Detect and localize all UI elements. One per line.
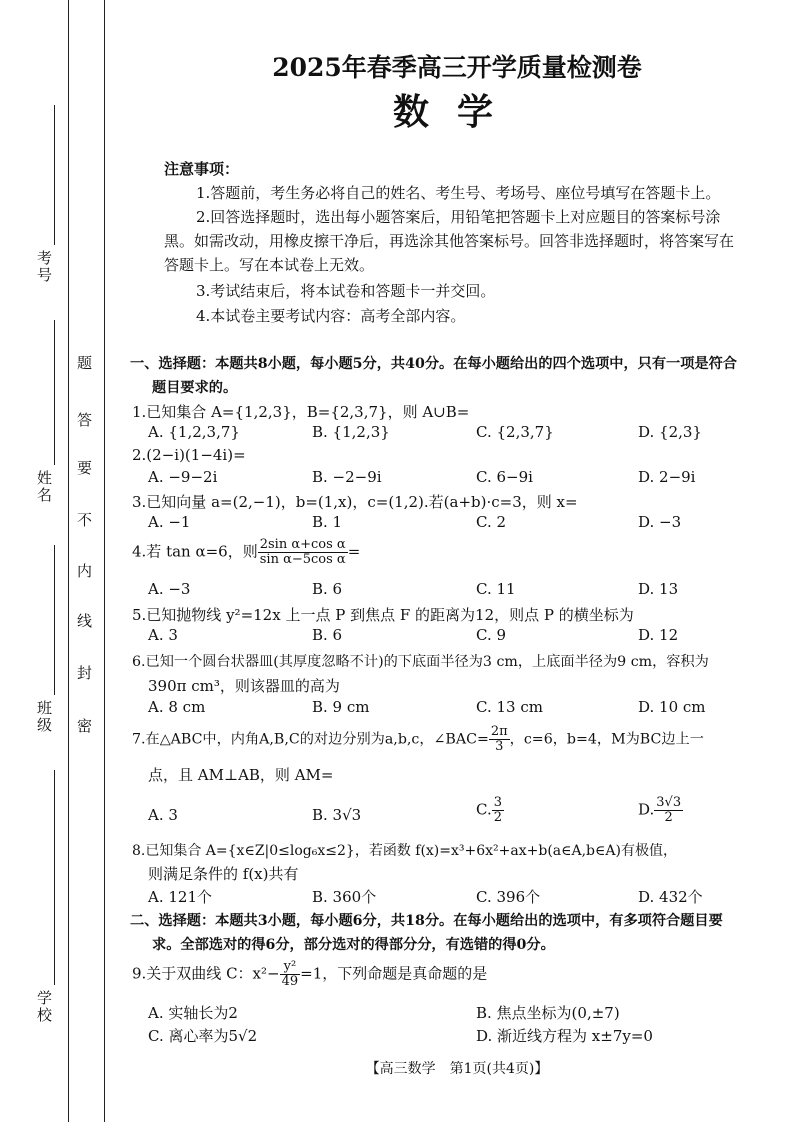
option-a: A. 实轴长为2 — [148, 1004, 238, 1022]
question-stem: 8.已知集合 A={x∈Z|0≤log₆x≤2}，若函数 f(x)=x³+6x²+ax+b(a∈A,b∈A)有极值， — [132, 843, 677, 859]
option-letter: D. — [638, 800, 655, 819]
option-b: B. 9 cm — [312, 698, 370, 716]
section-heading: 求。全部选对的得6分，部分选对的得部分分，有选错的得0分。 — [152, 937, 555, 953]
seal-char: 密 — [75, 718, 93, 733]
option-a: A. 3 — [148, 626, 178, 644]
question-stem — [132, 538, 360, 567]
question-stem: 点，且 AM⊥AB，则 AM= — [148, 766, 334, 784]
notice-line: 1.答题前，考生务必将自己的姓名、考生号、考场号、座位号填写在答题卡上。 — [196, 184, 721, 202]
underline-xuexiao — [54, 770, 55, 985]
seal-char: 不 — [75, 512, 93, 527]
option-letter: C. — [476, 800, 492, 819]
seal-char: 内 — [75, 563, 93, 578]
label-xuexiao: 学校 — [35, 990, 53, 1024]
question-stem: 3.已知向量 a=(2,−1)，b=(1,x)，c=(1,2).若(a+b)·c=3，则 x= — [132, 493, 578, 511]
stem-text: 9.关于双曲线 C：x²− — [132, 964, 280, 983]
exam-page — [120, 0, 794, 1122]
numerator: 3 — [493, 795, 502, 810]
underline-kaohao — [54, 105, 55, 245]
section-heading: 一、选择题：本题共8小题，每小题5分，共40分。在每小题给出的四个选项中，只有一项是符合 — [130, 356, 737, 372]
option-d: D. 13 — [638, 580, 679, 598]
fraction — [258, 538, 348, 567]
seal-char: 题 — [75, 355, 93, 370]
option-c: C. 11 — [476, 580, 516, 598]
denominator: 3 — [495, 739, 504, 754]
exam-title: 2025年春季高三开学质量检测卷 — [272, 53, 642, 82]
option-c: C. 9 — [476, 626, 507, 644]
notice-line: 答题卡上。写在本试卷上无效。 — [164, 256, 375, 274]
option-d: D. {2,3} — [638, 423, 702, 441]
option-d: D. 432个 — [638, 888, 703, 906]
option-a: A. 8 cm — [148, 698, 206, 716]
option-d: D. 10 cm — [638, 698, 706, 716]
option-a: A. −1 — [148, 513, 191, 531]
numerator: 3√3 — [656, 795, 682, 810]
notice-line: 3.考试结束后，将本试卷和答题卡一并交回。 — [196, 282, 496, 300]
option-b: B. 360个 — [312, 888, 377, 906]
option-d: D. 渐近线方程为 x±7y=0 — [476, 1027, 653, 1045]
option-a: A. {1,2,3,7} — [148, 423, 240, 441]
section-heading: 题目要求的。 — [152, 380, 238, 396]
question-stem: 390π cm³，则该器皿的高为 — [148, 677, 340, 695]
denominator: 2 — [493, 810, 502, 825]
seal-char: 封 — [75, 665, 93, 680]
question-stem: 1.已知集合 A={1,2,3}，B={2,3,7}，则 A∪B= — [132, 403, 470, 421]
seal-char: 要 — [75, 460, 93, 475]
numerator: y² — [280, 960, 301, 975]
binding-line-inner — [104, 0, 105, 1122]
question-stem — [132, 725, 704, 754]
stem-text: 4.若 tan α=6，则 — [132, 542, 258, 561]
question-stem: 5.已知抛物线 y²=12x 上一点 P 到焦点 F 的距离为12，则点 P 的横坐标为 — [132, 606, 634, 624]
option-d: D. 12 — [638, 626, 679, 644]
option-a: A. −9−2i — [148, 468, 218, 486]
question-stem: 6.已知一个圆台状器皿(其厚度忽略不计)的下底面半径为3 cm，上底面半径为9 cm，容积为 — [132, 654, 709, 670]
underline-banji — [54, 545, 55, 695]
option-b: B. 6 — [312, 626, 343, 644]
label-kaohao: 考号 — [35, 250, 53, 284]
option-b: B. 焦点坐标为(0,±7) — [476, 1004, 620, 1022]
option-b: B. 1 — [312, 513, 343, 531]
option-c — [476, 796, 504, 825]
option-b: B. {1,2,3} — [312, 423, 390, 441]
option-b: B. 6 — [312, 580, 343, 598]
underline-xingming — [54, 320, 55, 465]
option-a: A. −3 — [148, 580, 191, 598]
fraction — [280, 960, 301, 989]
binding-line-outer — [68, 0, 69, 1122]
subject-title: 数学 — [392, 91, 521, 133]
option-d: D. 2−9i — [638, 468, 696, 486]
stem-text: =1，下列命题是真命题的是 — [300, 964, 488, 983]
question-stem: 则满足条件的 f(x)共有 — [148, 865, 299, 883]
question-stem — [132, 960, 487, 989]
option-a: A. 3 — [148, 806, 178, 824]
label-banji: 班级 — [35, 700, 53, 734]
option-c: C. 离心率为5√2 — [148, 1027, 258, 1045]
stem-text: 7.在△ABC中，内角A,B,C的对边分别为a,b,c，∠BAC= — [132, 731, 489, 748]
seal-char: 线 — [75, 613, 93, 628]
stem-text: = — [347, 542, 361, 561]
option-d: D. −3 — [638, 513, 682, 531]
question-stem: 2.(2−i)(1−4i)= — [132, 446, 246, 464]
fraction — [489, 725, 510, 754]
label-xingming: 姓名 — [35, 470, 53, 504]
seal-char: 答 — [75, 412, 93, 427]
option-b: B. 3√3 — [312, 806, 362, 824]
option-a: A. 121个 — [148, 888, 212, 906]
option-c: C. 13 cm — [476, 698, 543, 716]
denominator: sin α−5cos α — [259, 552, 346, 567]
denominator: 49 — [281, 974, 299, 989]
denominator: 2 — [664, 810, 673, 825]
section-heading: 二、选择题：本题共3小题，每小题6分，共18分。在每小题给出的选项中，有多项符合题目要 — [130, 913, 723, 929]
option-c: C. 396个 — [476, 888, 541, 906]
option-c: C. 2 — [476, 513, 507, 531]
numerator: 2sin α+cos α — [259, 537, 346, 552]
numerator: 2π — [490, 724, 508, 739]
stem-text: ，c=6，b=4，M为BC边上一 — [509, 731, 704, 748]
page-footer: 【高三数学 第1页(共4页)】 — [365, 1061, 549, 1077]
option-d — [638, 796, 683, 825]
option-b: B. −2−9i — [312, 468, 382, 486]
notice-heading: 注意事项： — [164, 160, 240, 178]
fraction — [654, 796, 683, 825]
option-c: C. 6−9i — [476, 468, 533, 486]
notice-line: 2.回答选择题时，选出每小题答案后，用铅笔把答题卡上对应题目的答案标号涂 — [196, 208, 721, 226]
fraction — [492, 796, 504, 825]
notice-line: 4.本试卷主要考试内容：高考全部内容。 — [196, 307, 466, 325]
notice-line: 黑。如需改动，用橡皮擦干净后，再选涂其他答案标号。回答非选择题时，将答案写在 — [164, 232, 735, 250]
option-c: C. {2,3,7} — [476, 423, 554, 441]
